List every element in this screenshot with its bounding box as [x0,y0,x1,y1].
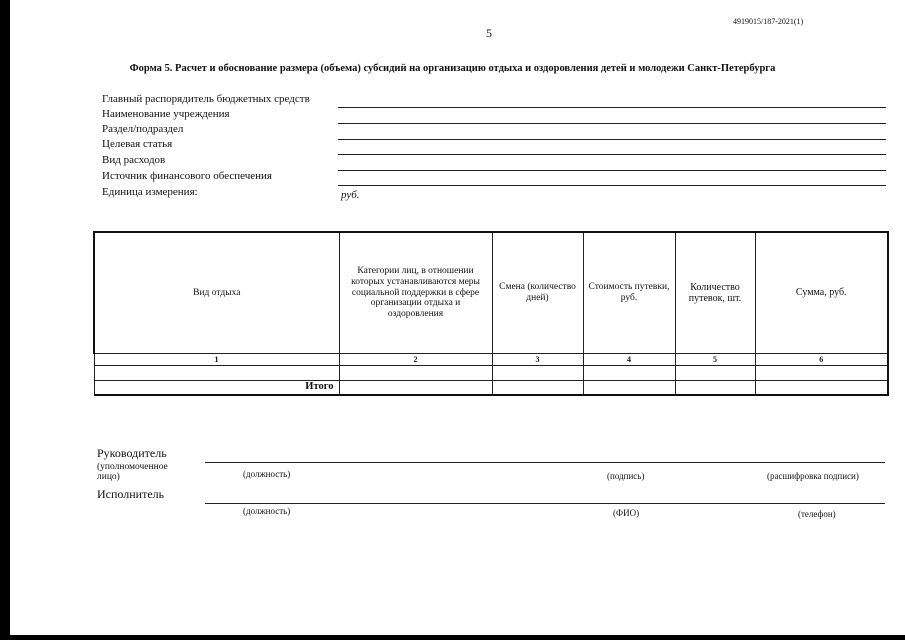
field-line-chief-manager [338,107,886,108]
form-title: Форма 5. Расчет и обоснование размера (объема) субсидий на организацию отдыха и оздоровления детей и молодежи Санкт-Петербурга [129,63,776,74]
table-cell [675,381,755,396]
head-caption-signature: (подпись) [607,471,645,481]
column-header-voucher-cost: Стоимость путевки, руб. [583,232,675,354]
table-cell [94,366,339,381]
head-label: Руководитель [97,446,167,460]
document-number: 4919015/187-2021(1) [733,17,804,26]
column-number-row [94,354,888,366]
table-cell [339,366,492,381]
field-line-section [338,139,886,140]
field-label-section: Раздел/подраздел [102,123,184,135]
field-line-target-article [338,154,886,155]
head-signature-line [205,462,885,463]
scan-bottom-edge [0,635,905,640]
column-number: 4 [583,354,675,366]
column-header-voucher-count: Количество путевок, шт. [675,232,755,354]
field-label-target-article: Целевая статья [102,138,173,150]
table-cell [492,366,583,381]
table-cell [583,381,675,396]
total-label: Итого [94,381,339,396]
head-sublabel: (уполномоченное лицо) [97,462,168,483]
table-cell [583,366,675,381]
head-caption-decoding: (расшифровка подписи) [767,471,859,481]
column-header-sum: Сумма, руб. [755,232,888,354]
field-label-funding-source: Источник финансового обеспечения [102,170,272,182]
column-number: 3 [492,354,583,366]
field-line-expense-type [338,170,886,171]
scan-left-edge [0,0,10,640]
head-caption-position: (должность) [243,469,291,479]
field-label-chief-manager: Главный распорядитель бюджетных средств [102,93,310,105]
page-number: 5 [486,26,492,40]
column-number: 5 [675,354,755,366]
column-header-person-categories: Категории лиц, в отношении которых устанавливаются меры социальной поддержки в сфере организации отдыха и оздоровления [339,232,492,354]
table-cell [755,366,888,381]
column-header-rest-type: Вид отдыха [94,232,339,354]
executor-caption-name: (ФИО) [613,508,640,518]
table-cell [755,381,888,396]
field-label-institution: Наименование учреждения [102,108,230,120]
total-row [94,381,888,396]
column-number: 2 [339,354,492,366]
column-number: 6 [755,354,888,366]
field-line-funding-source [338,185,886,186]
field-label-unit: Единица измерения: [102,186,198,198]
column-header-shift: Смена (количество дней) [492,232,583,354]
table-cell [339,381,492,396]
column-number: 1 [94,354,339,366]
executor-signature-line [205,503,885,504]
executor-caption-position: (должность) [243,506,291,516]
table-row [94,366,888,381]
field-label-expense-type: Вид расходов [102,154,166,166]
unit-value: руб. [341,189,360,201]
executor-caption-phone: (телефон) [798,509,836,519]
subsidy-calculation-table [93,231,889,396]
field-line-institution [338,123,886,124]
table-header-row [94,232,888,354]
executor-label: Исполнитель [97,487,165,501]
table-cell [492,381,583,396]
table-cell [675,366,755,381]
